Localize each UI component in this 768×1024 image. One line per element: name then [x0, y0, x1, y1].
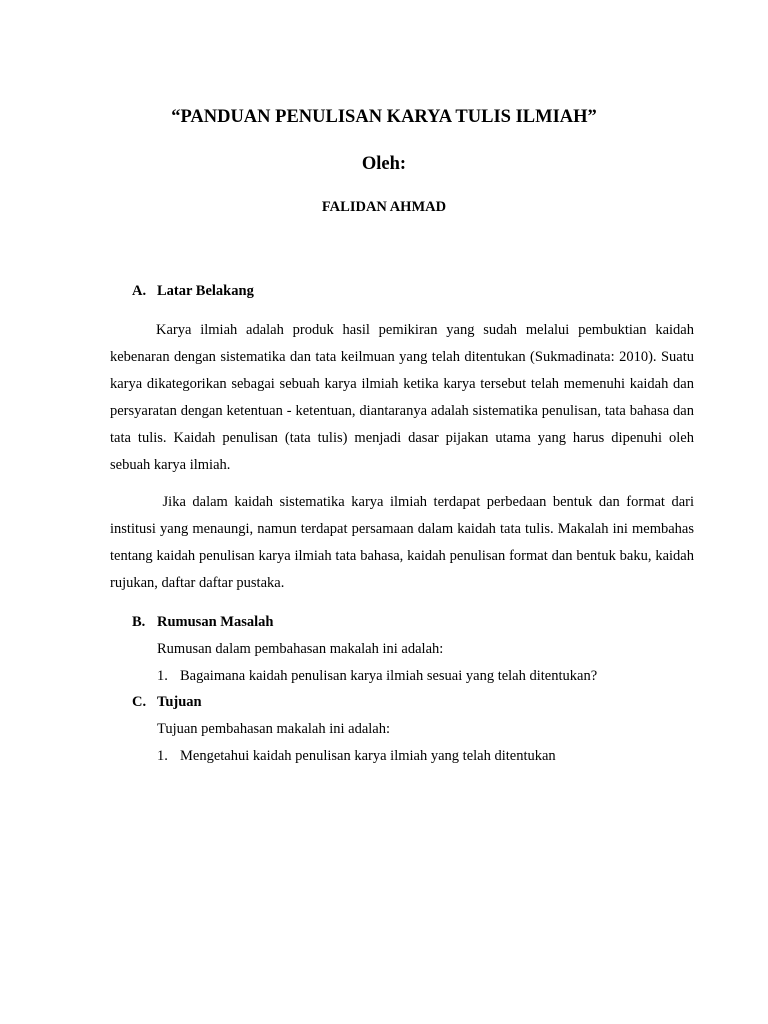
- section-title: Rumusan Masalah: [157, 614, 274, 630]
- section-title: Latar Belakang: [157, 283, 254, 299]
- section-letter: B.: [132, 614, 146, 630]
- section-letter: C.: [132, 694, 147, 710]
- paragraph-text: Karya ilmiah adalah produk hasil pemikiran yang sudah melalui pembuktian kaidah kebenaran dengan sistematika dan tata keilmuan yang telah ditentukan (Sukmadinata: 2010). Suatu karya dikategorikan sebagai sebuah karya ilmiah ketika karya tersebut telah memenuhi kaidah dan persyaratan dengan ketentuan - ketentuan, diantaranya adalah sistematika penulisan, tata bahasa dan tata tulis. Kaidah penulisan (tata tulis) menjadi dasar pijakan utama yang harus dipenuhi oleh sebuah karya ilmiah.: [110, 322, 694, 473]
- section-heading-latar-belakang: [132, 283, 254, 300]
- paragraph: [110, 317, 694, 479]
- list-number: 1.: [157, 668, 168, 684]
- list-item: [157, 668, 597, 685]
- section-intro: Tujuan pembahasan makalah ini adalah:: [157, 721, 391, 737]
- section-title: Tujuan: [157, 694, 202, 710]
- section-intro: Rumusan dalam pembahasan makalah ini adalah:: [157, 641, 444, 657]
- list-number: 1.: [157, 748, 168, 764]
- document-title: “PANDUAN PENULISAN KARYA TULIS ILMIAH”: [171, 107, 597, 127]
- author-name: FALIDAN AHMAD: [321, 199, 447, 215]
- list-item-text: Bagaimana kaidah penulisan karya ilmiah sesuai yang telah ditentukan?: [180, 668, 598, 684]
- paragraph: [110, 489, 694, 597]
- list-item: [157, 748, 556, 765]
- list-item-text: Mengetahui kaidah penulisan karya ilmiah yang telah ditentukan: [180, 748, 556, 764]
- paragraph-text: Jika dalam kaidah sistematika karya ilmiah terdapat perbedaan bentuk dan format dari institusi yang menaungi, namun terdapat persamaan dalam kaidah tata tulis. Makalah ini membahas tentang kaidah penulisan karya ilmiah tata bahasa, kaidah penulisan format dan bentuk baku, kaidah rujukan, daftar daftar pustaka.: [110, 494, 694, 591]
- section-heading-tujuan: [132, 694, 202, 711]
- oleh-label: Oleh:: [361, 154, 407, 174]
- section-heading-rumusan-masalah: [132, 614, 273, 631]
- section-letter: A.: [132, 283, 147, 299]
